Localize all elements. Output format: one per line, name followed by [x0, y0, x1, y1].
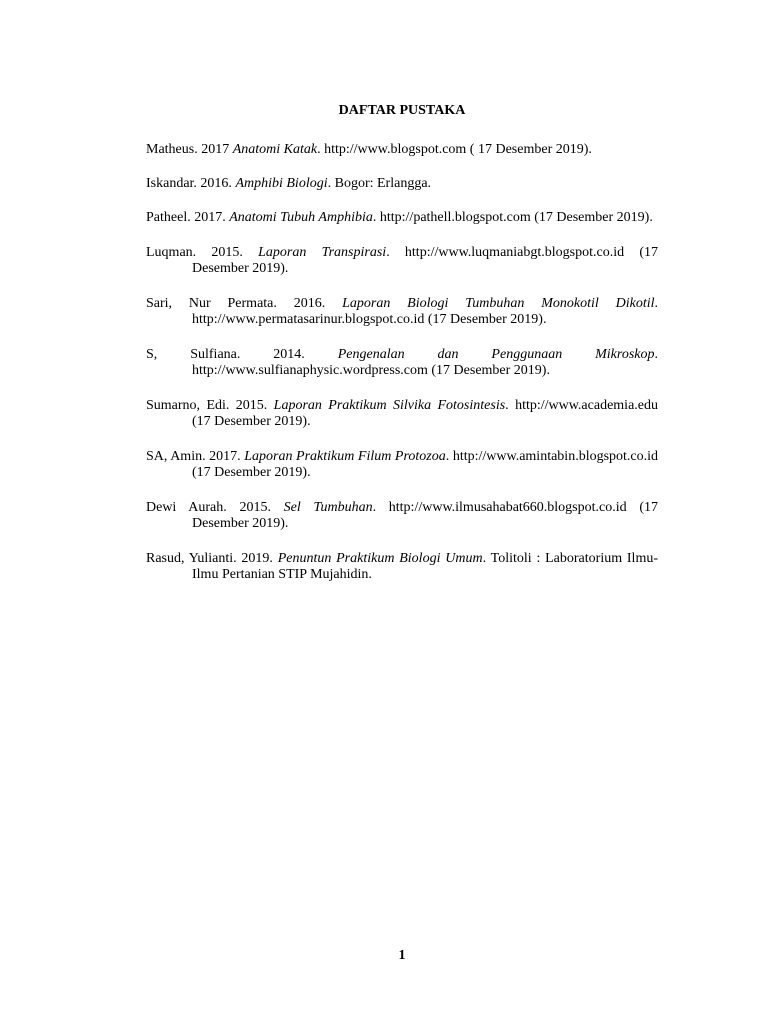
reference-title: Pengenalan dan Penggunaan Mikroskop [337, 347, 655, 362]
reference-source: . http://www.academia.edu (17 Desember 2019). [192, 398, 658, 429]
reference-entry [146, 245, 658, 277]
reference-author-year: Rasud, Yulianti. 2019. [146, 551, 278, 566]
reference-author-year: SA, Amin. 2017. [146, 449, 245, 464]
reference-author-year: Dewi Aurah. 2015. [146, 500, 284, 515]
reference-entry [146, 347, 658, 379]
reference-author-year: Sari, Nur Permata. 2016. [146, 296, 343, 311]
reference-title: Amphibi Biologi [235, 176, 328, 191]
reference-author-year: Sumarno, Edi. 2015. [146, 398, 274, 413]
reference-author-year: Patheel. 2017. [146, 210, 230, 225]
reference-author-year: S, Sulfiana. 2014. [146, 347, 338, 362]
reference-entry [146, 296, 658, 328]
reference-source: . http://www.luqmaniabgt.blogspot.co.id (17 Desember 2019). [192, 245, 658, 276]
reference-entry [146, 500, 658, 532]
reference-source: . http://www.blogspot.com ( 17 Desember 2019). [317, 142, 592, 157]
reference-source: . http://pathell.blogspot.com (17 Desember 2019). [372, 210, 653, 225]
reference-source: . http://www.sulfianaphysic.wordpress.com (17 Desember 2019). [192, 347, 658, 378]
reference-title: Laporan Transpirasi [258, 245, 387, 260]
reference-entry [146, 210, 658, 226]
reference-title: Anatomi Katak [232, 142, 318, 157]
reference-title: Penuntun Praktikum Biologi Umum [277, 551, 483, 566]
reference-author-year: Matheus. 2017 [146, 142, 233, 157]
reference-entry [146, 142, 658, 158]
reference-title: Laporan Praktikum Filum Protozoa [244, 449, 446, 464]
reference-source: . http://www.permatasarinur.blogspot.co.id (17 Desember 2019). [192, 296, 658, 327]
reference-source: . http://www.ilmusahabat660.blogspot.co.id (17 Desember 2019). [192, 500, 658, 531]
reference-entry [146, 449, 658, 481]
reference-source: . Bogor: Erlangga. [327, 176, 432, 191]
page-title: DAFTAR PUSTAKA [338, 103, 466, 118]
reference-author-year: Iskandar. 2016. [146, 176, 236, 191]
reference-author-year: Luqman. 2015. [146, 245, 259, 260]
reference-title: Sel Tumbuhan [283, 500, 373, 515]
reference-title: Anatomi Tubuh Amphibia [229, 210, 373, 225]
reference-source: . http://www.amintabin.blogspot.co.id (17 Desember 2019). [192, 449, 659, 480]
reference-list [146, 142, 658, 583]
page-number: 1 [398, 948, 406, 963]
reference-title: Laporan Biologi Tumbuhan Monokotil Dikotil [342, 296, 655, 311]
reference-title: Laporan Praktikum Silvika Fotosintesis [273, 398, 506, 413]
reference-source: . Tolitoli : Laboratorium Ilmu-Ilmu Pertanian STIP Mujahidin. [192, 551, 658, 582]
reference-entry [146, 551, 658, 583]
reference-entry [146, 176, 658, 192]
reference-entry [146, 398, 658, 430]
